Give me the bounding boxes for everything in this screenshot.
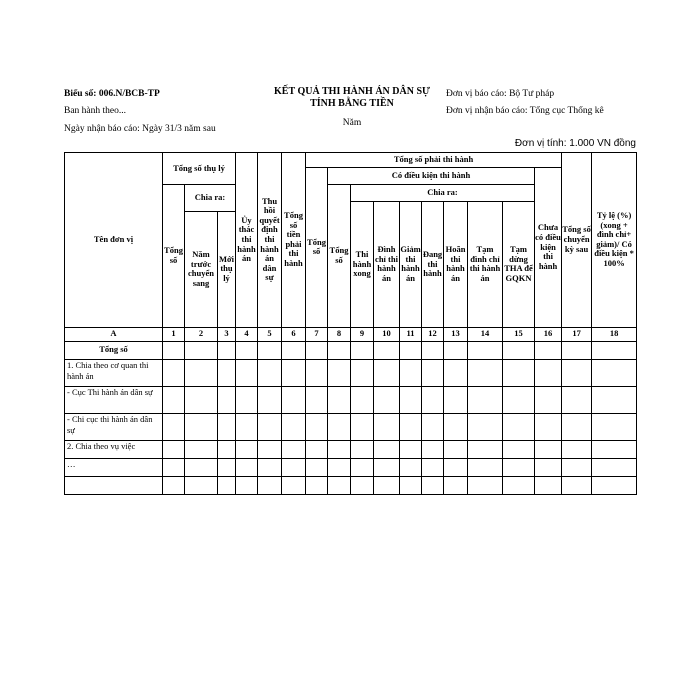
row-label-department: - Cục Thi hành án dân sự xyxy=(65,386,163,413)
col-temp-suspended: Tạm đình chỉ thi hành án xyxy=(468,202,503,328)
col-of-which: Chia ra: xyxy=(185,185,236,212)
row-label-sub-department: - Chi cục thi hành án dân sự xyxy=(65,413,163,440)
col-number: 15 xyxy=(503,327,535,341)
col-number: 2 xyxy=(185,327,218,341)
col-number: 10 xyxy=(374,327,400,341)
col-of-which-2: Chia ra: xyxy=(351,185,535,202)
col-number: 5 xyxy=(258,327,282,341)
table-row xyxy=(65,386,637,413)
col-prev-year: Năm trước chuyển sang xyxy=(185,211,218,327)
col-revoked: Thu hồi quyết định thi hành án dân sự xyxy=(258,153,282,328)
table-row xyxy=(65,413,637,440)
col-number: 16 xyxy=(535,327,562,341)
table-row xyxy=(65,440,637,458)
col-total-with-conditions: Tổng số xyxy=(328,185,351,328)
col-unit-name: Tên đơn vị xyxy=(65,153,163,328)
col-number: 4 xyxy=(236,327,258,341)
report-title-line1: KẾT QUẢ THI HÀNH ÁN DÂN SỰ xyxy=(274,86,430,97)
col-with-conditions: Có điều kiện thi hành xyxy=(328,168,535,185)
table-row xyxy=(65,359,637,386)
col-total-to-execute-money: Tổng số tiền phải thi hành xyxy=(282,153,306,328)
col-total-to-execute: Tổng số phải thi hành xyxy=(306,153,562,168)
reporting-unit: Đơn vị báo cáo: Bộ Tư pháp xyxy=(446,89,555,99)
report-title-line2: TÍNH BẰNG TIỀN xyxy=(310,98,394,109)
row-label-by-case: 2. Chia theo vụ việc xyxy=(65,440,163,458)
table-row xyxy=(65,458,637,476)
col-number: 14 xyxy=(468,327,503,341)
col-number: 7 xyxy=(306,327,328,341)
col-total-exec: Tổng số xyxy=(306,168,328,328)
col-number: 6 xyxy=(282,327,306,341)
col-suspended: Đình chỉ thi hành án xyxy=(374,202,400,328)
row-label-ellipsis: … xyxy=(65,458,163,476)
col-number: A xyxy=(65,327,163,341)
row-label-total: Tổng số xyxy=(65,341,163,359)
column-number-row xyxy=(65,327,637,341)
col-number: 13 xyxy=(444,327,468,341)
col-number: 18 xyxy=(592,327,637,341)
col-completed: Thi hành xong xyxy=(351,202,374,328)
issued-by: Ban hành theo... xyxy=(64,106,127,116)
col-number: 17 xyxy=(562,327,592,341)
unit-of-measure: Đơn vị tính: 1.000 VN đồng xyxy=(514,138,636,149)
receiving-unit: Đơn vị nhận báo cáo: Tổng cục Thống kê xyxy=(446,106,604,116)
col-entrusted: Ủy thác thi hành án xyxy=(236,153,258,328)
report-table xyxy=(64,152,637,495)
col-total-received: Tổng số thụ lý xyxy=(163,153,236,185)
col-total-received-sum: Tổng số xyxy=(163,185,185,328)
row-label-by-agency: 1. Chia theo cơ quan thi hành án xyxy=(65,359,163,386)
table-row-empty xyxy=(65,476,637,494)
col-number: 11 xyxy=(400,327,422,341)
col-carried-over: Tổng số chuyển kỳ sau xyxy=(562,153,592,328)
col-ratio: Tỷ lệ (%) (xong + đình chỉ+ giảm)/ Có điều kiện * 100% xyxy=(592,153,637,328)
report-year: Năm xyxy=(342,118,362,128)
col-in-progress: Đang thi hành xyxy=(422,202,444,328)
col-number: 3 xyxy=(218,327,236,341)
col-new-received: Mới thụ lý xyxy=(218,211,236,327)
col-number: 8 xyxy=(328,327,351,341)
col-number: 12 xyxy=(422,327,444,341)
col-no-conditions: Chưa có điều kiện thi hành xyxy=(535,168,562,328)
col-reduced: Giảm thi hành án xyxy=(400,202,422,328)
table-row xyxy=(65,341,637,359)
col-temp-stopped: Tạm dừng THA để GQKN xyxy=(503,202,535,328)
col-number: 1 xyxy=(163,327,185,341)
form-code: Biểu số: 006.N/BCB-TP xyxy=(64,89,160,99)
col-postponed: Hoãn thi hành án xyxy=(444,202,468,328)
col-number: 9 xyxy=(351,327,374,341)
received-date: Ngày nhận báo cáo: Ngày 31/3 năm sau xyxy=(64,124,216,134)
